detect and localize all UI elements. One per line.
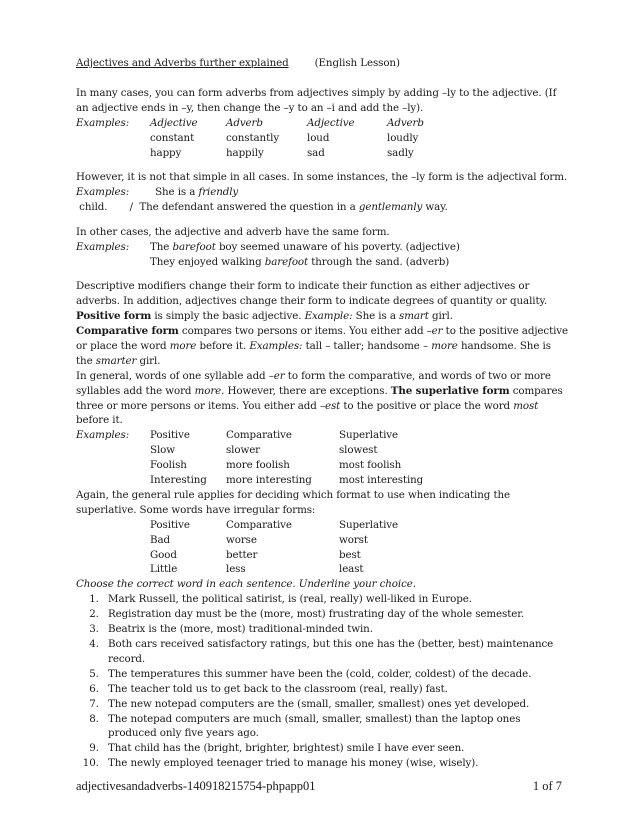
exercise-item: 6. The teacher told us to get back to the classroom (real, really) fast. (102, 682, 568, 697)
exercise-item: 1. Mark Russell, the political satirist, is (real, really) well-liked in Europe. (102, 592, 568, 607)
paragraph-descriptive-modifiers: Descriptive modifiers change their form to indicate their function as either adjectives or adverbs. In addition, adjectives change their form to indicate degrees of quantity or quality. (76, 280, 548, 308)
table-header: Positive (150, 429, 190, 442)
exercise-item: 8. The notepad computers are much (small, smaller, smallest) than the laptop ones produced only five years ago. (102, 712, 568, 742)
table-cell: Bad (150, 533, 170, 546)
table-cell: Interesting (150, 474, 207, 487)
footer-filename: adjectivesandadverbs-140918215754-phpapp01 (76, 779, 316, 793)
table-cell: worse (226, 533, 257, 546)
irregular-table (76, 518, 568, 578)
table-cell: Slow (150, 444, 175, 457)
table-cell: more foolish (226, 459, 290, 472)
footer-page-number: 1 of 7 (532, 779, 562, 793)
table-header: Comparative (226, 518, 292, 531)
adjective-adverb-table (76, 116, 568, 161)
table-header: Adverb (387, 116, 424, 129)
document-title: Adjectives and Adverbs further explained (76, 57, 289, 69)
examples-label: Examples: (76, 116, 130, 129)
example-barefoot-2: They enjoyed walking barefoot through the sand. (adverb) (150, 255, 450, 268)
table-cell: happy (150, 146, 182, 159)
table-cell: sadly (387, 146, 414, 159)
table-cell: more interesting (226, 474, 312, 487)
table-cell: Foolish (150, 459, 187, 472)
exercise-item: 4. Both cars received satisfactory ratings, but this one has the (better, best) maintenance record. (102, 637, 568, 667)
table-header: Comparative (226, 429, 292, 442)
paragraph-positive-form: Positive form is simply the basic adjective. Example: She is a smart girl. (76, 310, 453, 323)
examples-label: Examples: (76, 429, 130, 442)
exercise-item: 7. The new notepad computers are the (small, smaller, smallest) ones yet developed. (102, 697, 568, 712)
table-header: Superlative (339, 429, 398, 442)
table-cell: slowest (339, 444, 378, 457)
paragraph-irregular: Again, the general rule applies for deciding which format to use when indicating the superlative. Some words have irregular forms: (76, 488, 511, 516)
table-cell: better (226, 548, 258, 561)
example-friendly: Examples: She is a friendly child. / The defendant answered the question in a gentlemanly way. (76, 186, 448, 214)
table-cell: happily (226, 146, 264, 159)
paragraph-comparative-form: Comparative form compares two persons or items. You either add –er to the positive adjective or place the word more before it. Examples: tall – taller; handsome – more handsome. She is the smarter girl. (76, 324, 569, 367)
table-cell: loudly (387, 131, 419, 144)
table-header: Superlative (339, 518, 398, 531)
table-cell: slower (226, 444, 261, 457)
exercise-list (76, 592, 568, 771)
term-positive-form: Positive form (76, 310, 152, 323)
examples-label: Examples: (76, 186, 130, 199)
page-footer (76, 779, 562, 794)
exercise-item: 2. Registration day must be the (more, most) frustrating day of the whole semester. (102, 607, 568, 622)
paragraph-ly-adjectival: However, it is not that simple in all cases. In some instances, the –ly form is the adjectival form. (76, 171, 568, 184)
table-cell: constant (150, 131, 195, 144)
table-cell: least (339, 563, 364, 576)
document-page (76, 56, 568, 771)
exercise-item: 9. That child has the (bright, brighter, brightest) smile I have ever seen. (102, 741, 568, 756)
table-cell: best (339, 548, 361, 561)
table-cell: sad (307, 146, 325, 159)
table-cell: most interesting (339, 474, 424, 487)
table-header: Positive (150, 518, 190, 531)
example-barefoot-1: Examples: The barefoot boy seemed unaware of his poverty. (adjective) (76, 240, 460, 253)
title-row (76, 56, 568, 71)
paragraph-same-form: In other cases, the adjective and adverb have the same form. (76, 225, 390, 238)
exercise-item: 5. The temperatures this summer have been the (cold, colder, coldest) of the decade. (102, 667, 568, 682)
table-cell: loud (307, 131, 330, 144)
table-header: Adverb (226, 116, 263, 129)
document-subtitle: (English Lesson) (314, 57, 400, 69)
intro-paragraph: In many cases, you can form adverbs from adjectives simply by adding –ly to the adjective. (If an adjective ends in –y, then change the –y to an –i and add the –ly). (76, 86, 557, 114)
table-cell: Good (150, 548, 177, 561)
table-cell: most foolish (339, 459, 402, 472)
term-comparative-form: Comparative form (76, 324, 179, 337)
comparison-table (76, 428, 568, 488)
table-cell: constantly (226, 131, 280, 144)
table-cell: less (226, 563, 246, 576)
term-superlative-form: The superlative form (390, 384, 510, 397)
table-cell: worst (339, 533, 368, 546)
table-header: Adjective (307, 116, 355, 129)
exercise-item: 10. The newly employed teenager tried to manage his money (wise, wisely). (102, 756, 568, 771)
exercise-instruction: Choose the correct word in each sentence. Underline your choice. (76, 578, 416, 591)
paragraph-general-rule: In general, words of one syllable add –er to form the comparative, and words of two or more syllables add the word more. However, there are exceptions. The superlative form compares three or more persons or items. You either add –est to the positive or place the word most before it. (76, 369, 563, 427)
table-cell: Little (150, 563, 178, 576)
exercise-item: 3. Beatrix is the (more, most) traditional-minded twin. (102, 622, 568, 637)
table-header: Adjective (150, 116, 198, 129)
examples-label: Examples: (76, 240, 130, 253)
